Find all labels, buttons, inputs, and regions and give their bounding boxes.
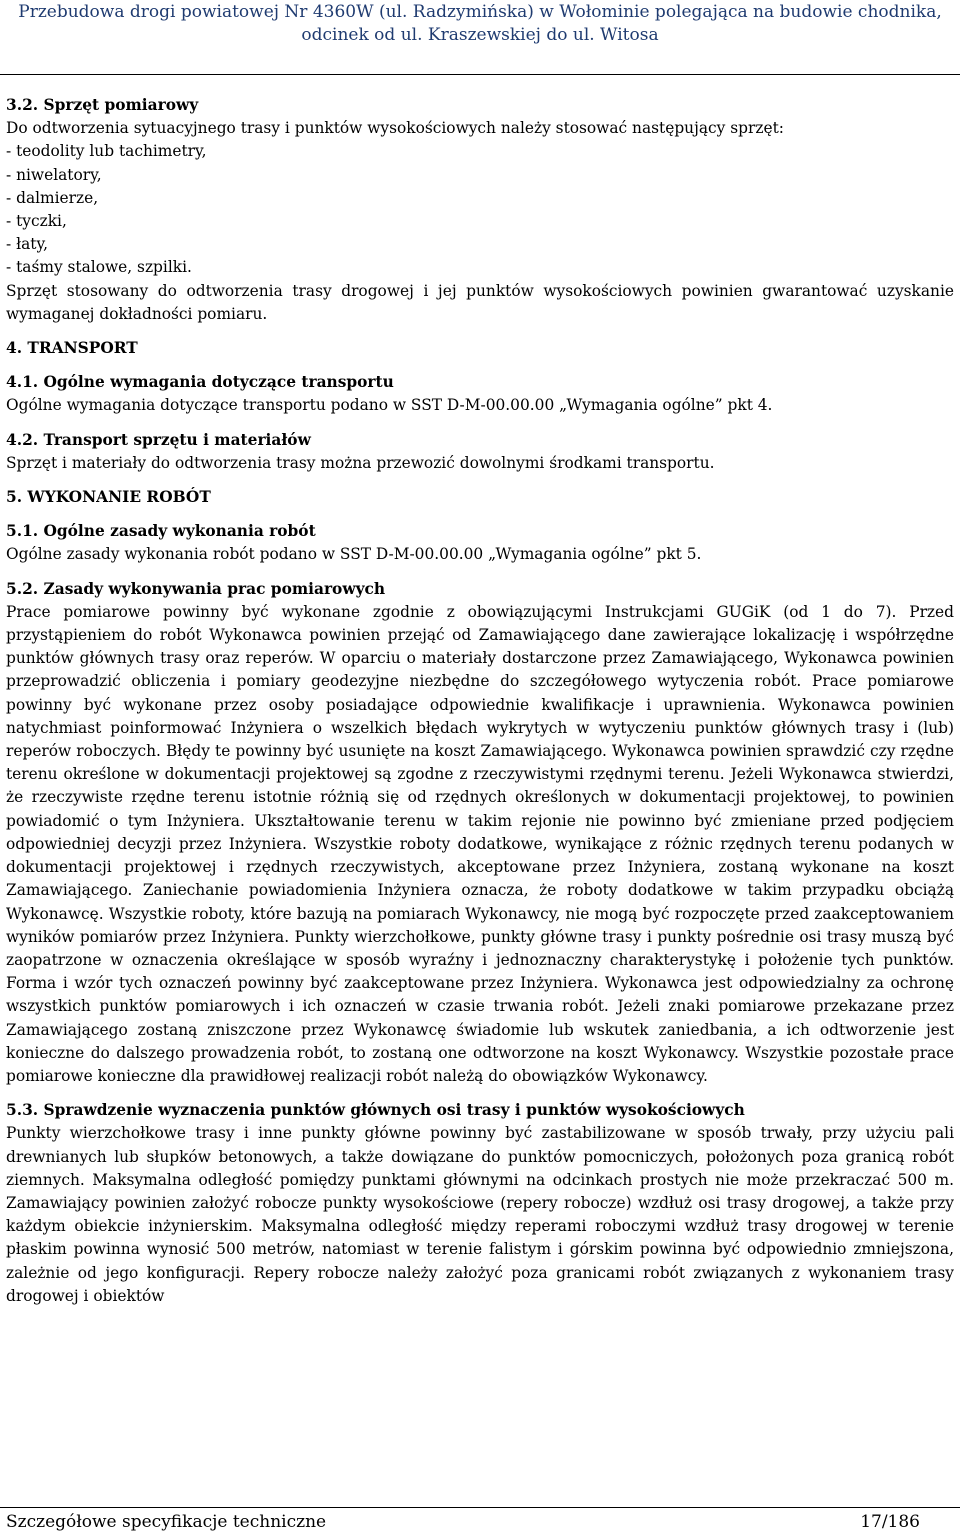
section-5-3-text: Punkty wierzchołkowe trasy i inne punkty główne powinny być zastabilizowane w sposób trwały, przy użyciu pali drewnianych lub słupków betonowych, a także dowiązane do punktów pomocniczych, położonych poza granicą robót ziemnych. Maksymalna odległość pomiędzy punktami głównymi na odcinkach prostych nie może przekraczać 500 m. Zamawiający powinien założyć robocze punkty wysokościowe (repery robocze) wzdłuż osi trasy drogowej, a także przy każdym obiekcie inżynierskim. Maksymalna odległość między reperami roboczymi wzdłuż trasy drogowej w terenie płaskim powinna wynosić 500 metrów, natomiast w terenie falistym i górskim powinna być odpowiednio zmniejszona, zależnie od jego konfiguracji. Repery robocze należy założyć poza granicami robót związanych z wykonaniem trasy drogowej i obiektów xyxy=(6,1124,954,1305)
equipment-list xyxy=(6,140,954,279)
section-3-2-closing: Sprzęt stosowany do odtworzenia trasy drogowej i jej punktów wysokościowych powinien gwarantować uzyskanie wymaganej dokładności pomiaru. xyxy=(6,281,954,323)
section-5-heading: 5. WYKONANIE ROBÓT xyxy=(6,488,211,507)
header-divider xyxy=(0,74,960,75)
list-item: - taśmy stalowe, szpilki. xyxy=(6,258,192,277)
footer-divider xyxy=(0,1507,960,1508)
section-5-3-heading: 5.3. Sprawdzenie wyznaczenia punktów głównych osi trasy i punktów wysokościowych xyxy=(6,1101,745,1120)
section-3-2-intro: Do odtworzenia sytuacyjnego trasy i punktów wysokościowych należy stosować następujący sprzęt: xyxy=(6,119,784,138)
section-3-2-heading: 3.2. Sprzęt pomiarowy xyxy=(6,96,199,114)
section-5-2-text: Prace pomiarowe powinny być wykonane zgodnie z obowiązującymi Instrukcjami GUGiK (od 1 do 7). Przed przystąpieniem do robót Wykonawca powinien przejąć od Zamawiającego dane zawierające lokalizację i współrzędne punktów głównych trasy oraz reperów. W oparciu o materiały dostarczone przez Zamawiającego, Wykonawca powinien przeprowadzić obliczenia i pomiary geodezyjne niezbędne do szczegółowego wytyczenia robót. Prace pomiarowe powinny być wykonane przez osoby posiadające odpowiednie kwalifikacje i uprawnienia. Wykonawca powinien natychmiast poinformować Inżyniera o wszelkich błędach wykrytych w wytyczeniu punktów głównych trasy i (lub) reperów roboczych. Błędy te powinny być usunięte na koszt Zamawiającego. Wykonawca powinien sprawdzić czy rzędne terenu określone w dokumentacji projektowej są zgodne z rzeczywistymi rzędnymi terenu. Jeżeli Wykonawca stwierdzi, że rzeczywiste rzędne terenu istotnie różnią się od rzędnych określonych w dokumentacji projektowej, to powinien powiadomić o tym Inżyniera. Ukształtowanie terenu w takim rejonie nie powinno być zmieniane przed podjęciem odpowiedniej decyzji przez Inżyniera. Wszystkie roboty dodatkowe, wynikające z różnic rzędnych terenu podanych w dokumentacji projektowej i rzędnych rzeczywistych, akceptowane przez Inżyniera, zostaną wykonane na koszt Zamawiającego. Zaniechanie powiadomienia Inżyniera oznacza, że roboty dodatkowe w takim przypadku obciążą Wykonawcę. Wszystkie roboty, które bazują na pomiarach Wykonawcy, nie mogą być rozpoczęte przed zaakceptowaniem wyników pomiarów przez Inżyniera. Punkty wierzchołkowe, punkty główne trasy i punkty pośrednie osi trasy muszą być zaopatrzone w oznaczenia określające w sposób wyraźny i jednoznaczny charakterystykę i położenie tych punktów. Forma i wzór tych oznaczeń powinny być zaakceptowane przez Inżyniera. Wykonawca jest odpowiedzialny za ochronę wszystkich punktów pomiarowych i ich oznaczeń w czasie trwania robót. Jeżeli znaki pomiarowe przekazane przez Zamawiającego zostaną zniszczone przez Wykonawcę świadomie lub wskutek zaniedbania, a ich odtworzenie jest konieczne do dalszego prowadzenia robót, to zostaną one odtworzone na koszt Wykonawcy. Wszystkie pozostałe prace pomiarowe konieczne dla prawidłowej realizacji robót należą do obowiązków Wykonawcy. xyxy=(6,602,954,1085)
section-5-1-heading: 5.1. Ogólne zasady wykonania robót xyxy=(6,522,316,541)
section-4-2-text: Sprzęt i materiały do odtworzenia trasy można przewozić dowolnymi środkami transportu. xyxy=(6,453,715,472)
section-4-heading: 4. TRANSPORT xyxy=(6,339,138,358)
list-item: - niwelatory, xyxy=(6,165,102,184)
section-4-1-text: Ogólne wymagania dotyczące transportu podano w SST D-M-00.00.00 „Wymagania ogólne” pkt 4. xyxy=(6,396,773,415)
list-item: - łaty, xyxy=(6,235,48,254)
section-5-2-heading: 5.2. Zasady wykonywania prac pomiarowych xyxy=(6,579,386,598)
list-item: - dalmierze, xyxy=(6,188,99,207)
header-title-line-1: Przebudowa drogi powiatowej Nr 4360W (ul. Radzymińska) w Wołominie polegająca na budowie chodnika, xyxy=(18,2,942,22)
header-title-line-2: odcinek od ul. Kraszewskiej do ul. Witosa xyxy=(301,25,659,45)
section-4-2-heading: 4.2. Transport sprzętu i materiałów xyxy=(6,430,311,449)
list-item: - tyczki, xyxy=(6,212,67,231)
section-4-1-heading: 4.1. Ogólne wymagania dotyczące transportu xyxy=(6,373,394,392)
page-number: 17/186 xyxy=(860,1512,920,1532)
list-item: - teodolity lub tachimetry, xyxy=(6,142,207,161)
page-header xyxy=(0,0,960,70)
footer-document-title: Szczegółowe specyfikacje techniczne xyxy=(6,1512,327,1532)
page-content xyxy=(6,94,954,1308)
section-5-1-text: Ogólne zasady wykonania robót podano w SST D-M-00.00.00 „Wymagania ogólne” pkt 5. xyxy=(6,545,702,564)
